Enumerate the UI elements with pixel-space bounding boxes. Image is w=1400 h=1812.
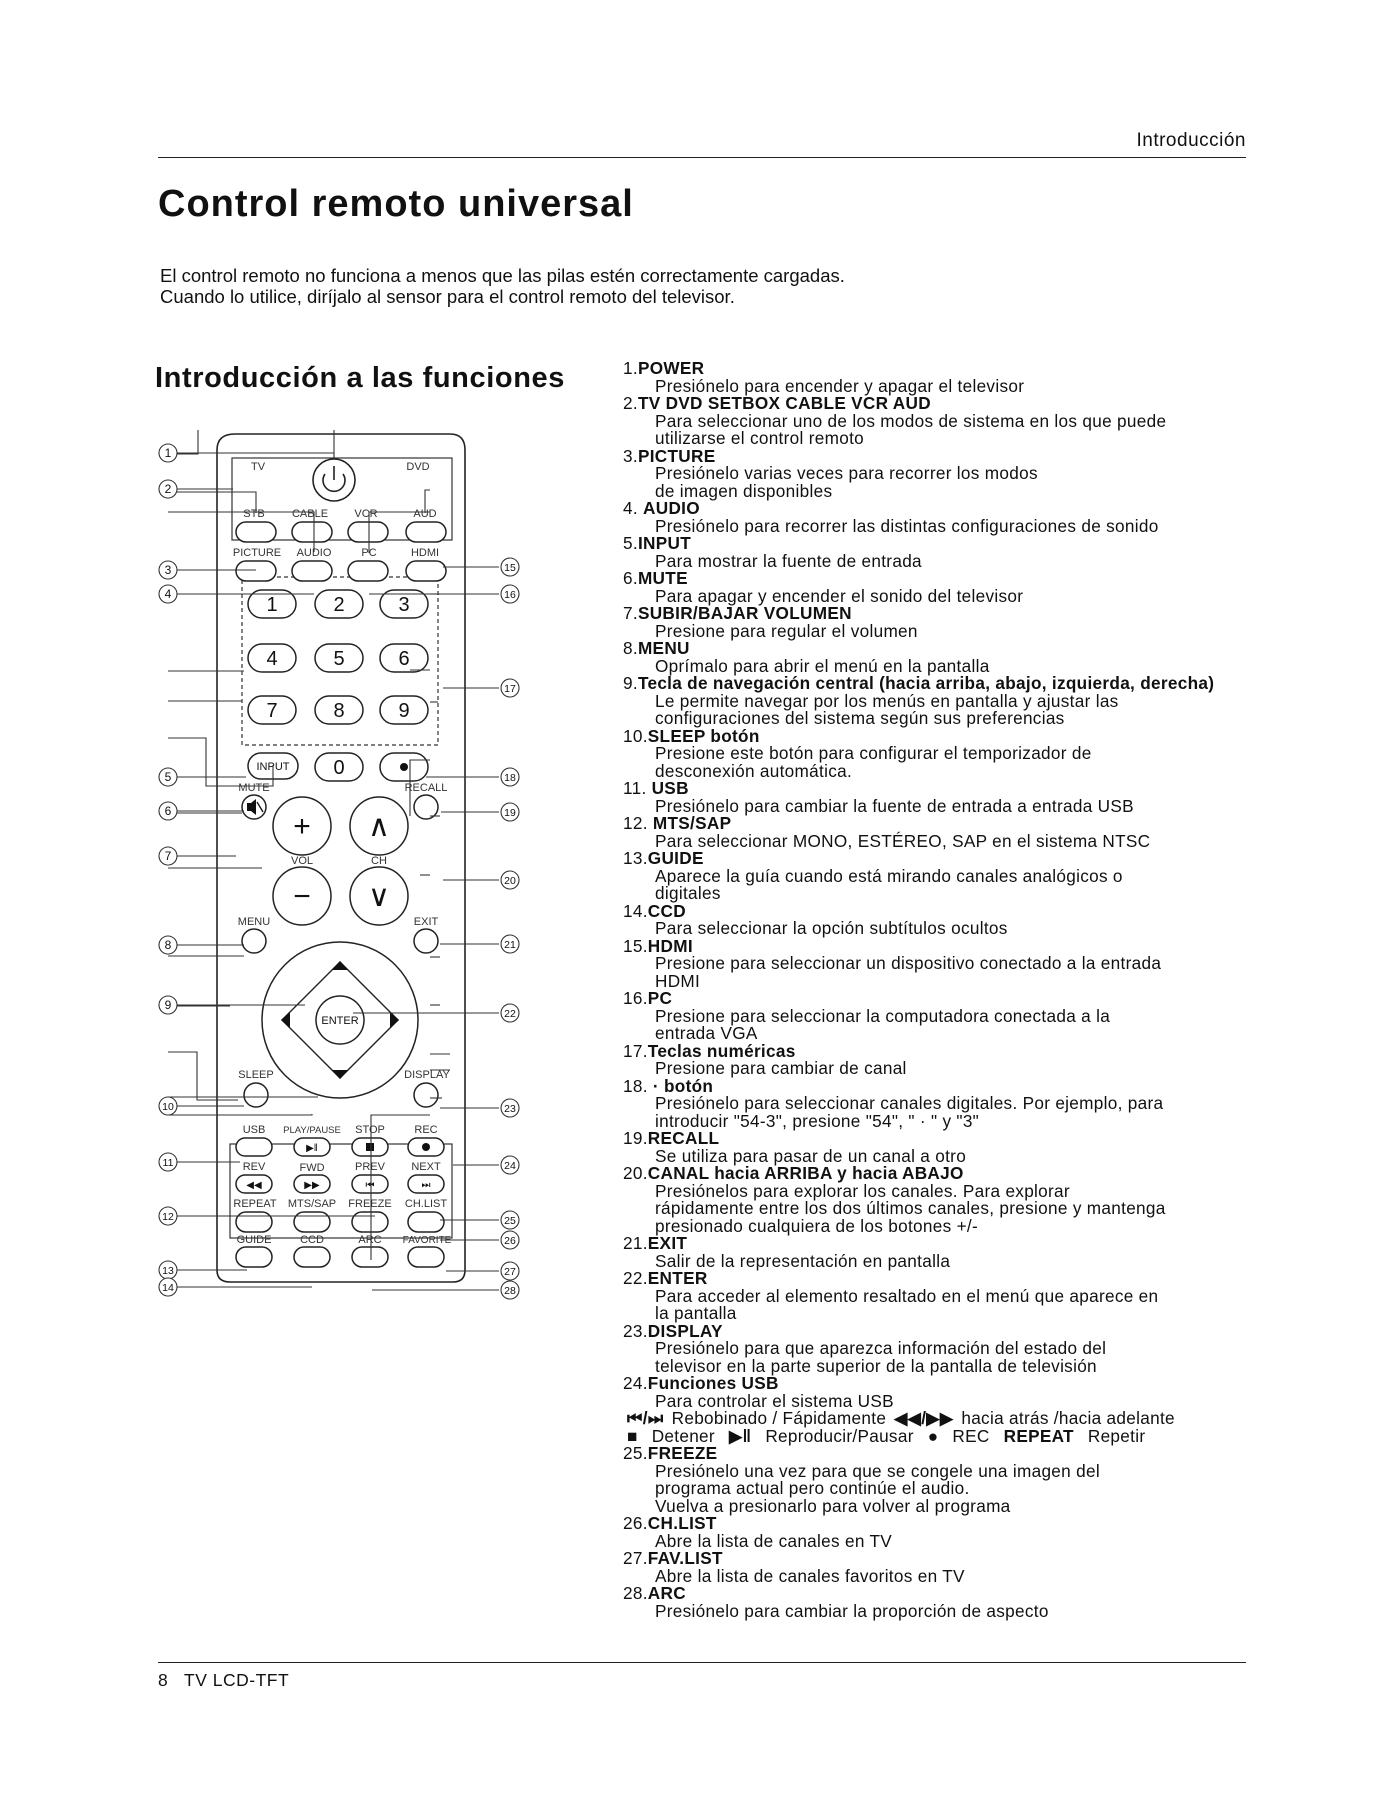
callout-number: 13: [162, 1265, 174, 1277]
function-number: 11.: [623, 778, 652, 798]
function-name: CCD: [647, 900, 686, 921]
function-name: MUTE: [637, 568, 688, 588]
function-name: FAV.LIST: [647, 1548, 723, 1568]
function-description: Presiónelo para encender y apagar el televisor: [655, 375, 1025, 396]
function-name: USB: [651, 778, 689, 798]
hdmi-label: HDMI: [410, 547, 440, 559]
svg-text:⏭: ⏭: [421, 1180, 431, 1191]
function-description: utilizarse el control remoto: [655, 428, 865, 448]
function-item: [623, 675, 1263, 728]
function-number: 19.: [623, 1128, 648, 1148]
function-name: Funciones USB: [647, 1373, 779, 1393]
function-item: [623, 850, 1263, 903]
function-description: programa actual pero continúe el audio.: [655, 1478, 970, 1498]
usb-legend-icon: ◀◀/▶▶: [894, 1408, 954, 1428]
sleep-label: SLEEP: [238, 1069, 274, 1081]
function-heading: [623, 990, 1263, 1008]
callout-number: 27: [504, 1266, 516, 1278]
function-description: Presiónelo varias veces para recorrer los modos: [655, 463, 1038, 483]
callout-number: 28: [504, 1285, 516, 1297]
function-number: 28.: [623, 1583, 648, 1603]
digit-label: 7: [266, 700, 278, 722]
callout-number: 9: [164, 998, 172, 1012]
callout-right-markers: [501, 558, 519, 1299]
usb-legend-icon: ■: [627, 1425, 638, 1446]
callout-number: 22: [504, 1008, 516, 1020]
function-number: 23.: [623, 1320, 648, 1341]
callout-number: 12: [162, 1211, 174, 1223]
function-description: Para seleccionar MONO, ESTÉREO, SAP en el sistema NTSC: [655, 830, 1151, 851]
callout-number: 6: [164, 804, 172, 818]
tv-label: TV: [250, 461, 266, 473]
function-number: 25.: [623, 1443, 648, 1463]
function-name: TV DVD SETBOX CABLE VCR AUD: [637, 393, 931, 413]
function-name: INPUT: [637, 533, 691, 553]
function-description: Para mostrar la fuente de entrada: [655, 550, 922, 571]
function-heading: [623, 1515, 1263, 1533]
function-number: 17.: [623, 1040, 648, 1061]
function-number: 15.: [623, 935, 648, 956]
function-item: [623, 1270, 1263, 1323]
callout-number: 4: [164, 587, 172, 601]
function-number: 2.: [623, 393, 638, 413]
function-item: [623, 445, 1263, 501]
function-number: 14.: [623, 900, 648, 921]
digit-label: 3: [398, 594, 410, 616]
usb-legend-line: [623, 1425, 1263, 1446]
function-item: [623, 1585, 1263, 1620]
function-item: [623, 570, 1263, 605]
function-number: 24.: [623, 1373, 648, 1393]
fwd-label: FWD: [299, 1162, 325, 1174]
intro-line: El control remoto no funciona a menos que las pilas estén correctamente cargadas.: [160, 265, 845, 286]
function-name: CANAL hacia ARRIBA y hacia ABAJO: [647, 1163, 964, 1183]
function-name: SUBIR/BAJAR VOLUMEN: [637, 603, 852, 623]
svg-text:⏮: ⏮: [365, 1180, 375, 1191]
function-name: PICTURE: [637, 445, 716, 466]
function-description: Vuelva a presionarlo para volver al programa: [655, 1495, 1011, 1516]
function-name: MENU: [637, 638, 690, 658]
function-name: Teclas numéricas: [647, 1040, 796, 1061]
audio-label: AUDIO: [296, 547, 332, 559]
function-item: [623, 815, 1263, 850]
function-number: 1.: [623, 358, 638, 378]
function-item: [623, 360, 1263, 395]
usb-legend-text: Repetir: [1087, 1425, 1146, 1446]
vol-plus-label: +: [293, 810, 311, 843]
function-number: 27.: [623, 1548, 648, 1568]
function-number: 8.: [623, 638, 638, 658]
rev-label: REV: [242, 1161, 266, 1173]
function-name: EXIT: [647, 1233, 688, 1253]
function-number: 6.: [623, 568, 638, 588]
function-heading: [623, 395, 1263, 413]
ch-down-label: ∨: [368, 880, 390, 913]
usb-legend-text: Detener: [651, 1425, 715, 1446]
function-heading: [623, 535, 1263, 553]
menu-label: MENU: [237, 916, 271, 928]
rec-label: REC: [414, 1124, 438, 1136]
mts-sap-label: MTS/SAP: [287, 1198, 337, 1210]
function-item: [623, 605, 1263, 640]
callout-number: 5: [164, 770, 172, 784]
function-item: [623, 1550, 1263, 1585]
digit-label: 2: [333, 594, 345, 616]
function-description: Aparece la guía cuando está mirando canales analógicos o: [655, 865, 1123, 886]
callout-number: 15: [504, 562, 516, 574]
dvd-label: DVD: [406, 461, 430, 473]
usb-legend-line: [623, 1410, 1263, 1428]
function-number: 10.: [623, 725, 648, 746]
callout-number: 11: [162, 1157, 174, 1169]
play-pause-label: PLAY/PAUSE: [283, 1125, 341, 1136]
usb-legend-text: Rebobinado / Fápidamente: [671, 1408, 887, 1428]
ch-list-label: CH.LIST: [404, 1198, 448, 1210]
function-description: configuraciones del sistema según sus preferencias: [655, 708, 1065, 728]
function-description: Presione este botón para configurar el temporizador de: [655, 743, 1092, 763]
function-item: [623, 1375, 1263, 1445]
arc-label: ARC: [358, 1234, 382, 1246]
function-number: 16.: [623, 988, 648, 1008]
function-heading: [623, 675, 1263, 693]
function-description: introducir "54-3", presione "54", " · " y "3": [655, 1110, 980, 1131]
function-heading: [623, 605, 1263, 623]
function-description: Salir de la representación en pantalla: [655, 1250, 951, 1271]
vol-minus-label: −: [293, 880, 311, 913]
function-heading: [623, 780, 1263, 798]
function-name: SLEEP botón: [647, 725, 760, 746]
mute-label: MUTE: [238, 782, 270, 794]
function-number: 3.: [623, 445, 638, 466]
function-description: Se utiliza para pasar de un canal a otro: [655, 1145, 967, 1166]
function-description: Abre la lista de canales en TV: [655, 1530, 893, 1551]
function-description: presionado cualquiera de los botones +/-: [655, 1215, 979, 1236]
function-description: de imagen disponibles: [655, 480, 833, 501]
function-item: [623, 935, 1263, 991]
callout-number: 8: [164, 938, 172, 952]
function-item: [623, 395, 1263, 448]
function-heading: [623, 850, 1263, 868]
function-description: Oprímalo para abrir el menú en la pantalla: [655, 655, 990, 676]
function-description: Abre la lista de canales favoritos en TV: [655, 1565, 965, 1586]
recall-label: RECALL: [404, 782, 448, 794]
function-number: 9.: [623, 673, 638, 693]
function-heading: [623, 570, 1263, 588]
pc-label: PC: [361, 547, 377, 559]
usb-legend-icon: ●: [927, 1425, 939, 1446]
section-subtitle: Introducción a las funciones: [155, 362, 565, 394]
function-heading: [623, 1375, 1263, 1393]
callout-number: 2: [164, 482, 172, 496]
section-name: Introducción: [1136, 130, 1246, 151]
function-item: [623, 1445, 1263, 1515]
function-name: ARC: [647, 1583, 686, 1603]
callout-leader-lines: [176, 453, 499, 1290]
function-item: [623, 1320, 1263, 1376]
callout-number: 10: [162, 1101, 174, 1113]
function-heading: [623, 1270, 1263, 1288]
callout-number: 18: [504, 772, 516, 784]
function-item: [623, 1040, 1263, 1078]
function-description: la pantalla: [655, 1303, 737, 1323]
function-item: [623, 500, 1263, 535]
stop-label: STOP: [355, 1124, 385, 1136]
digit-label: 9: [398, 700, 410, 722]
usb-label: USB: [242, 1124, 266, 1136]
input-label: INPUT: [256, 761, 290, 773]
page-footer: [158, 1670, 289, 1691]
function-description: Presiónelos para explorar los canales. Para explorar: [655, 1180, 1070, 1201]
guide-label: GUIDE: [236, 1234, 272, 1246]
function-item: [623, 1235, 1263, 1270]
function-description: entrada VGA: [655, 1023, 758, 1043]
function-name: DISPLAY: [647, 1320, 723, 1341]
function-description: Presiónelo para que aparezca información del estado del: [655, 1338, 1107, 1358]
callout-number: 7: [164, 849, 172, 863]
function-description: Presiónelo para cambiar la proporción de aspecto: [655, 1600, 1049, 1621]
function-number: 13.: [623, 848, 648, 868]
usb-legend-icon: REPEAT: [1003, 1425, 1074, 1446]
vcr-label: VCR: [354, 508, 378, 520]
function-name: MTS/SAP: [652, 813, 732, 833]
function-item: [623, 1130, 1263, 1165]
intro-line: Cuando lo utilice, diríjalo al sensor para el control remoto del televisor.: [160, 286, 735, 307]
usb-legend-icon: ▶ǁ: [728, 1425, 752, 1446]
function-description: rápidamente entre los dos últimos canales, presione y mantenga: [655, 1198, 1166, 1218]
function-name: GUIDE: [647, 848, 704, 868]
function-description: desconexión automática.: [655, 760, 853, 781]
function-item: [623, 900, 1263, 938]
function-name: ENTER: [647, 1268, 708, 1288]
favorite-label: FAVORITE: [402, 1235, 452, 1246]
function-heading: [623, 1585, 1263, 1603]
function-description: Para seleccionar uno de los modos de sistema en los que puede: [655, 410, 1167, 431]
stb-label: STB: [243, 508, 265, 520]
function-description: Presiónelo una vez para que se congele una imagen del: [655, 1460, 1100, 1481]
function-heading: [623, 1235, 1263, 1253]
function-name: · botón: [652, 1075, 714, 1096]
callout-number: 14: [162, 1282, 174, 1294]
ch-label: CH: [371, 855, 387, 867]
usb-legend-text: Reproducir/Pausar: [765, 1425, 914, 1446]
callout-number: 26: [504, 1235, 516, 1247]
function-item: [623, 640, 1263, 675]
function-name: PC: [647, 988, 673, 1008]
svg-text:◀◀: ◀◀: [246, 1180, 262, 1191]
ch-up-label: ∧: [368, 810, 390, 843]
display-label: DISPLAY: [404, 1069, 450, 1081]
picture-label: PICTURE: [232, 547, 282, 559]
digit-label: 8: [333, 700, 345, 722]
vol-label: VOL: [290, 855, 314, 867]
function-number: 22.: [623, 1268, 648, 1288]
function-item: [623, 1515, 1263, 1550]
callout-number: 21: [504, 939, 516, 951]
callout-number: 1: [164, 446, 172, 460]
callout-number: 17: [504, 683, 516, 695]
function-number: 5.: [623, 533, 638, 553]
product-name: TV LCD-TFT: [184, 1670, 290, 1690]
function-description: Para seleccionar la opción subtítulos ocultos: [655, 918, 1008, 938]
callout-number: 24: [504, 1160, 516, 1172]
function-name: FREEZE: [647, 1443, 718, 1463]
function-description: Presiónelo para seleccionar canales digitales. Por ejemplo, para: [655, 1093, 1164, 1113]
digit-label: 0: [333, 757, 345, 779]
svg-text:▶▶: ▶▶: [304, 1180, 320, 1191]
cable-label: CABLE: [291, 508, 329, 520]
function-item: [623, 725, 1263, 781]
function-item: [623, 990, 1263, 1043]
function-description: Para controlar el sistema USB: [655, 1390, 894, 1411]
function-heading: [623, 500, 1263, 518]
function-heading: [623, 1130, 1263, 1148]
function-heading: [623, 1165, 1263, 1183]
function-description: Presione para regular el volumen: [655, 620, 918, 641]
function-description: Presiónelo para cambiar la fuente de entrada a entrada USB: [655, 795, 1134, 816]
function-description: Le permite navegar por los menús en pantalla y ajustar las: [655, 690, 1119, 711]
repeat-label: REPEAT: [233, 1198, 277, 1210]
function-heading: [623, 1550, 1263, 1568]
function-description: televisor en la parte superior de la pantalla de televisión: [655, 1355, 1097, 1376]
prev-label: PREV: [355, 1161, 385, 1173]
function-heading: [623, 815, 1263, 833]
digit-label: 1: [266, 594, 278, 616]
function-number: 20.: [623, 1163, 648, 1183]
function-description: Presione para seleccionar un dispositivo conectado a la entrada: [655, 953, 1162, 973]
function-description: HDMI: [655, 970, 701, 991]
function-number: 18.: [623, 1075, 653, 1096]
callout-number: 25: [504, 1215, 516, 1227]
freeze-label: FREEZE: [348, 1198, 392, 1210]
function-item: [623, 1075, 1263, 1131]
function-name: Tecla de navegación central (hacia arriba, abajo, izquierda, derecha): [637, 673, 1215, 693]
function-name: POWER: [637, 358, 705, 378]
usb-legend-text: REC: [952, 1425, 990, 1446]
function-name: AUDIO: [643, 498, 700, 518]
function-description: Presiónelo para recorrer las distintas configuraciones de sonido: [655, 515, 1159, 536]
page-title: Control remoto universal: [158, 183, 634, 225]
digit-label: 6: [398, 648, 410, 670]
function-number: 7.: [623, 603, 638, 623]
digit-label: 5: [333, 648, 345, 670]
footer-rule: [158, 1662, 1246, 1663]
function-number: 12.: [623, 813, 653, 833]
function-item: [623, 780, 1263, 815]
function-number: 21.: [623, 1233, 648, 1253]
callout-number: 3: [164, 563, 172, 577]
usb-legend-text: hacia atrás /hacia adelante: [961, 1408, 1175, 1428]
function-item: [623, 535, 1263, 570]
aud-label: AUD: [413, 508, 437, 520]
usb-legend-icon: ⏮/⏭: [627, 1408, 664, 1428]
exit-label: EXIT: [413, 916, 439, 928]
enter-label: ENTER: [321, 1015, 359, 1027]
function-list: [623, 360, 1263, 1620]
callout-number: 16: [504, 589, 516, 601]
ccd-label: CCD: [300, 1234, 324, 1246]
function-description: digitales: [655, 883, 721, 903]
function-description: Para acceder al elemento resaltado en el menú que aparece en: [655, 1285, 1159, 1306]
function-description: Presione para cambiar de canal: [655, 1058, 907, 1078]
digit-label: 4: [266, 648, 278, 670]
function-name: HDMI: [647, 935, 693, 956]
page-number: 8: [158, 1670, 169, 1690]
callout-number: 20: [504, 875, 516, 887]
svg-text:▶ǁ: ▶ǁ: [306, 1143, 318, 1154]
function-item: [623, 1165, 1263, 1235]
function-heading: [623, 360, 1263, 378]
function-name: RECALL: [647, 1128, 720, 1148]
function-heading: [623, 640, 1263, 658]
function-description: Presione para seleccionar la computadora conectada a la: [655, 1005, 1111, 1026]
callout-number: 19: [504, 807, 516, 819]
function-description: Para apagar y encender el sonido del televisor: [655, 585, 1024, 606]
callout-number: 23: [504, 1103, 516, 1115]
function-heading: [623, 1445, 1263, 1463]
function-number: 4.: [623, 498, 644, 518]
next-label: NEXT: [411, 1161, 441, 1173]
function-name: CH.LIST: [647, 1513, 717, 1533]
function-number: 26.: [623, 1513, 648, 1533]
